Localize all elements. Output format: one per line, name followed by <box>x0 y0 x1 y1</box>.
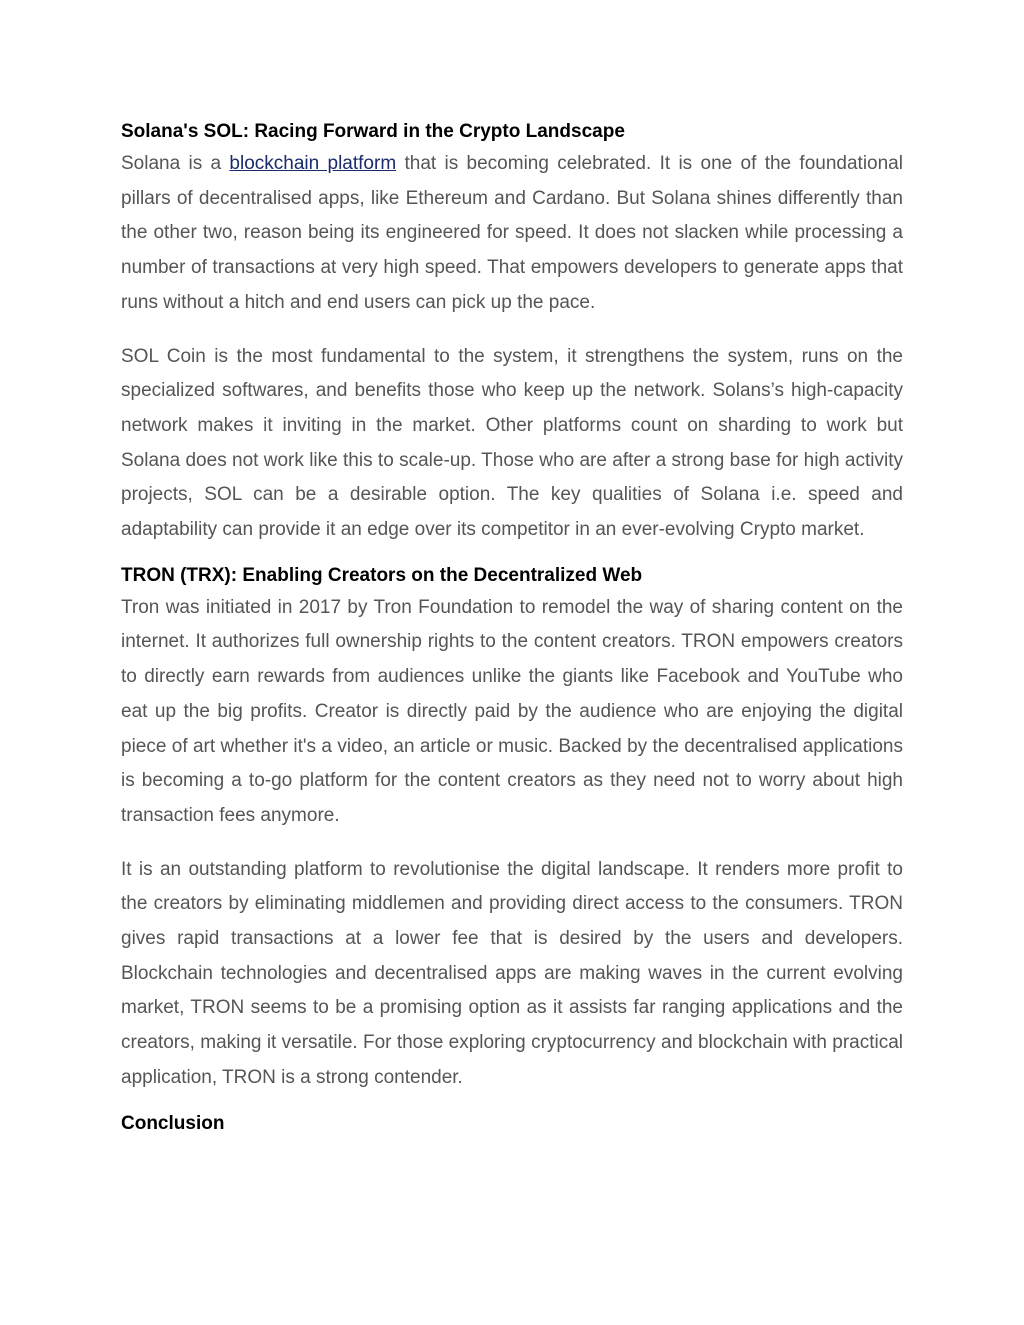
section-spacer <box>121 1096 903 1109</box>
tron-paragraph-1: Tron was initiated in 2017 by Tron Foundation to remodel the way of sharing content on the internet. It authorizes full ownership rights to the content creators. TRON empowers creators to directly earn rewards from audiences unlike the giants like Facebook and YouTube who eat up the big profits. Creator is directly paid by the audience who are enjoying the digital piece of art whether it's a video, an article or music. Backed by the decentralised applications is becoming a to-go platform for the content creators as they need not to worry about high transaction fees anymore. <box>121 596 903 826</box>
solana-p1-text-end: that is becoming celebrated. It is one of the foundational pillars of decentralised apps, like Ethereum and Cardano. But Solana shines differently than the other two, reason being its engineered for speed. It does not slacken while processing a number of transactions at very high speed. That empowers developers to generate apps that runs without a hitch and end users can pick up the pace. <box>121 153 903 313</box>
solana-p1-text-start: Solana is a <box>121 153 230 174</box>
paragraph-spacer <box>121 321 903 340</box>
solana-paragraph-1 <box>121 147 903 321</box>
tron-paragraph-2: It is an outstanding platform to revolutionise the digital landscape. It renders more profit to the creators by eliminating middlemen and providing direct access to the consumers. TRON gives rapid transactions at a lower fee that is desired by the users and developers. Blockchain technologies and decentralised apps are making waves in the current evolving market, TRON seems to be a promising option as it assists far ranging applications and the creators, making it versatile. For those exploring cryptocurrency and blockchain with practical application, TRON is a strong contender. <box>121 858 903 1088</box>
document-page <box>121 117 903 1139</box>
blockchain-platform-link[interactable]: blockchain platform <box>229 153 397 174</box>
section-spacer <box>121 548 903 561</box>
tron-heading: TRON (TRX): Enabling Creators on the Decentralized Web <box>121 564 643 586</box>
solana-heading: Solana's SOL: Racing Forward in the Crypto Landscape <box>121 121 625 142</box>
conclusion-heading: Conclusion <box>121 1112 225 1134</box>
paragraph-spacer <box>121 834 903 853</box>
solana-paragraph-2: SOL Coin is the most fundamental to the system, it strengthens the system, runs on the specialized softwares, and benefits those who keep up the network. Solans’s high-capacity network makes it inviting in the market. Other platforms count on sharding to work but Solana does not work like this to scale-up. Those who are after a strong base for high activity projects, SOL can be a desirable option. The key qualities of Solana i.e. speed and adaptability can provide it an edge over its competitor in an ever-evolving Crypto market. <box>121 345 903 541</box>
